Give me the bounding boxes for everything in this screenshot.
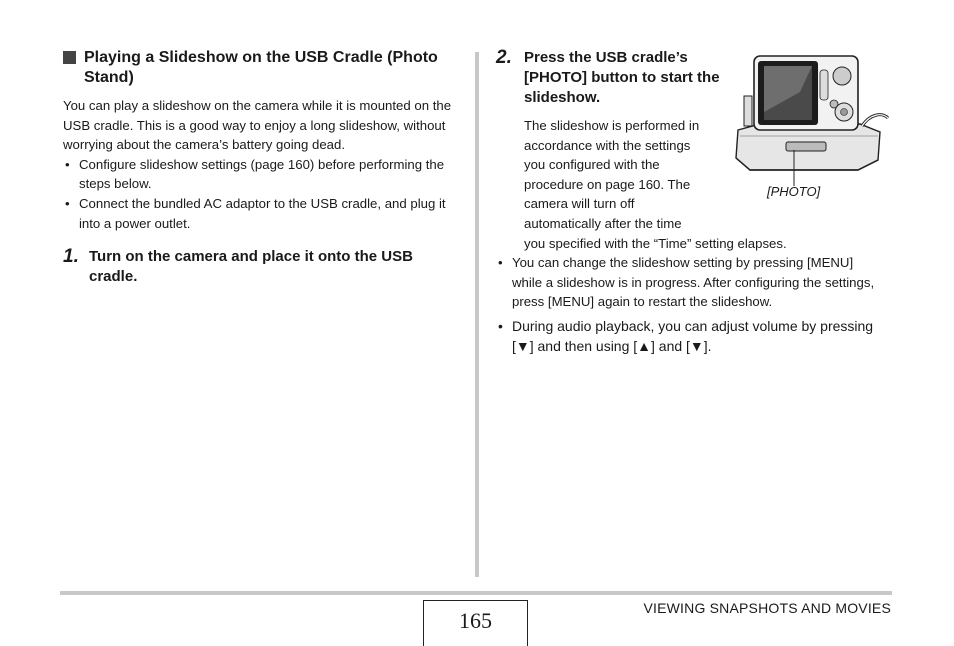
section-heading [63,48,463,88]
list-item: • You can change the slideshow setting by pressing [MENU] while a slideshow is in progress. After configuring the settings, press [MENU] again to restart the slideshow. [498,255,875,310]
footer-section-title: VIEWING SNAPSHOTS AND MOVIES [643,600,891,616]
column-divider [475,52,479,577]
page-number-box [423,600,528,646]
square-marker-icon [63,51,76,64]
camera-cradle-illustration-icon [730,52,890,202]
step-number: 1. [63,246,79,268]
left-column [63,48,463,287]
bullet-icon: • [65,156,70,172]
step2-paragraph: The slideshow is performed in accordance with the settings you configured with the procedure on page 160. The camera will turn off automatically after the time [524,118,700,231]
right-bullet-list [496,253,881,356]
step-1 [63,247,463,287]
list-item: • Configure slideshow settings (page 160) before performing the steps below. [65,156,445,192]
step-text: Press the USB cradle’s [PHOTO] button to start the slideshow. [524,49,720,106]
photo-button-label: [PHOTO] [767,184,821,199]
footer-rule [60,591,892,595]
section-title-text: Playing a Slideshow on the USB Cradle (Photo Stand) [84,49,438,86]
step-text: Turn on the camera and place it onto the USB cradle. [89,248,413,286]
bullet-icon: • [498,255,503,271]
left-bullet-list [63,155,463,233]
step-2 [496,48,726,108]
page-number: 165 [459,608,492,633]
step2-paragraph-tail: you specified with the “Time” setting elapses. [524,235,787,251]
intro-paragraph: You can play a slideshow on the camera while it is mounted on the USB cradle. This is a good way to enjoy a long slideshow, without worrying about the camera’s battery going dead. [63,98,452,153]
bullet-icon: • [498,317,503,334]
list-item: • Connect the bundled AC adaptor to the USB cradle, and plug it into a power outlet. [65,195,446,231]
list-item: • During audio playback, you can adjust volume by pressing [▼] and then using [▲] and [▼]. [498,317,874,354]
step-number: 2. [496,47,512,68]
bullet-icon: • [65,195,70,211]
